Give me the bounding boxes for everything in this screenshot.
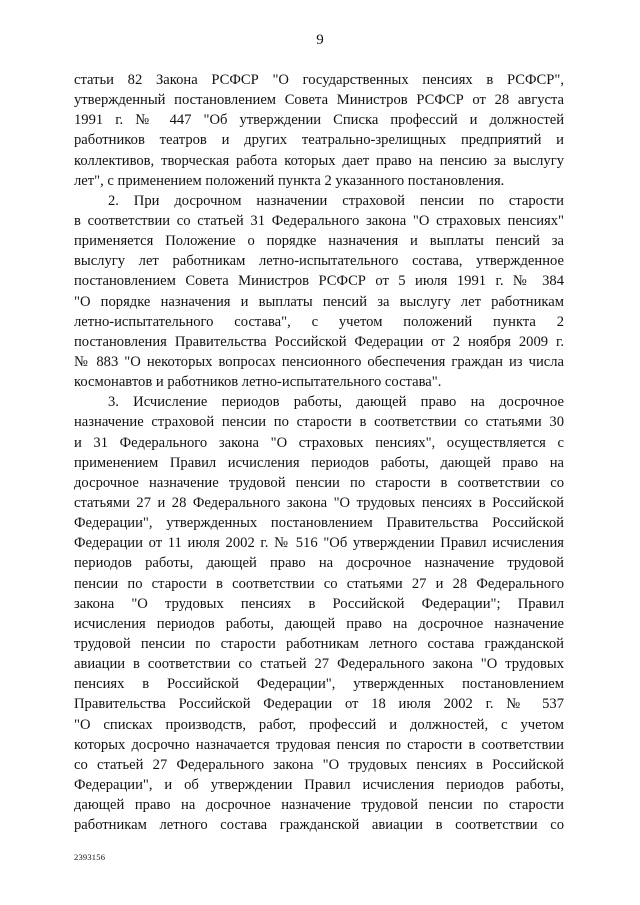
text-line: Федерации", и об утверждении Правил исчисления периодов работы, [74,776,564,793]
text-line: статьями 27 и 28 Федерального закона "О трудовых пенсиях в Российской [74,494,564,511]
text-line: работников театров и других театрально-зрелищных предприятий и [74,132,564,149]
text-line: авиации в соответствии со статьей 27 Федерального закона "О трудовых [74,656,564,673]
text-line: и 31 Федерального закона "О страховых пенсиях", осуществляется с [74,434,564,451]
paragraph-start-line: 2. При досрочном назначении страховой пенсии по старости [108,192,564,209]
text-line: работникам летного состава гражданской авиации в соответствии со [74,817,564,834]
text-line: пенсиях в Российской Федерации", утвержденных постановлением [74,676,564,693]
document-code: 2393156 [74,852,106,862]
text-line: 1991 г. № 447 "Об утверждении Списка профессий и должностей [74,112,564,129]
text-line: космонавтов и работников летно-испытательного состава". [74,374,442,391]
text-line: статьи 82 Закона РСФСР "О государственных пенсиях в РСФСР", [74,72,564,88]
text-line: "О списках производств, работ, профессий и должностей, с учетом [74,716,564,733]
text-line: исчисления периодов работы, дающей право на досрочное назначение [74,615,564,632]
text-line: назначение страховой пенсии по старости в соответствии со статьями 30 [74,414,564,431]
page-number: 9 [316,32,324,48]
text-line: периодов работы, дающей право на досрочное назначение трудовой [74,555,564,572]
text-line: Правительства Российской Федерации от 18 июля 2002 г. № 537 [74,696,564,713]
text-line: применением Правил исчисления периодов работы, дающей право на [74,454,564,471]
text-line: постановления Правительства Российской Федерации от 2 ноября 2009 г. [74,333,564,350]
text-line: коллективов, творческая работа которых дает право на пенсию за выслугу [74,152,564,169]
text-line: в соответствии со статьей 31 Федерального закона "О страховых пенсиях" [74,212,564,229]
text-line: утвержденный постановлением Совета Министров РСФСР от 28 августа [74,92,564,109]
text-line: применяется Положение о порядке назначения и выплаты пенсий за [74,233,564,250]
text-line: Федерации от 11 июля 2002 г. № 516 "Об утверждении Правил исчисления [74,535,564,552]
text-line: дающей право на досрочное назначение трудовой пенсии по старости [74,797,564,814]
text-line: пенсии по старости в соответствии со статьями 27 и 28 Федерального [74,575,564,592]
text-line: со статьей 27 Федерального закона "О трудовых пенсиях в Российской [74,756,564,773]
text-line: "О порядке назначения и выплаты пенсий за выслугу лет работникам [74,293,564,310]
text-line: № 883 "О некоторых вопросах пенсионного обеспечения граждан из числа [74,353,564,370]
text-line: летно-испытательного состава", с учетом положений пункта 2 [74,313,564,330]
text-line: досрочное назначение трудовой пенсии по старости в соответствии со [74,474,564,491]
text-line: лет", с применением положений пункта 2 указанного постановления. [74,172,505,189]
text-line: трудовой пенсии по старости работникам летного состава гражданской [74,635,564,652]
text-line: постановлением Совета Министров РСФСР от 5 июля 1991 г. № 384 [74,273,564,290]
text-line: которых досрочно назначается трудовая пенсия по старости в соответствии [74,736,564,753]
body-text [74,70,564,835]
paragraph-start-line: 3. Исчисление периодов работы, дающей право на досрочное [108,394,564,411]
text-line: выслугу лет работникам летно-испытательного состава, утвержденное [74,253,564,270]
text-line: закона "О трудовых пенсиях в Российской Федерации"; Правил [74,595,564,612]
text-line: Федерации", утвержденных постановлением Правительства Российской [74,515,564,532]
